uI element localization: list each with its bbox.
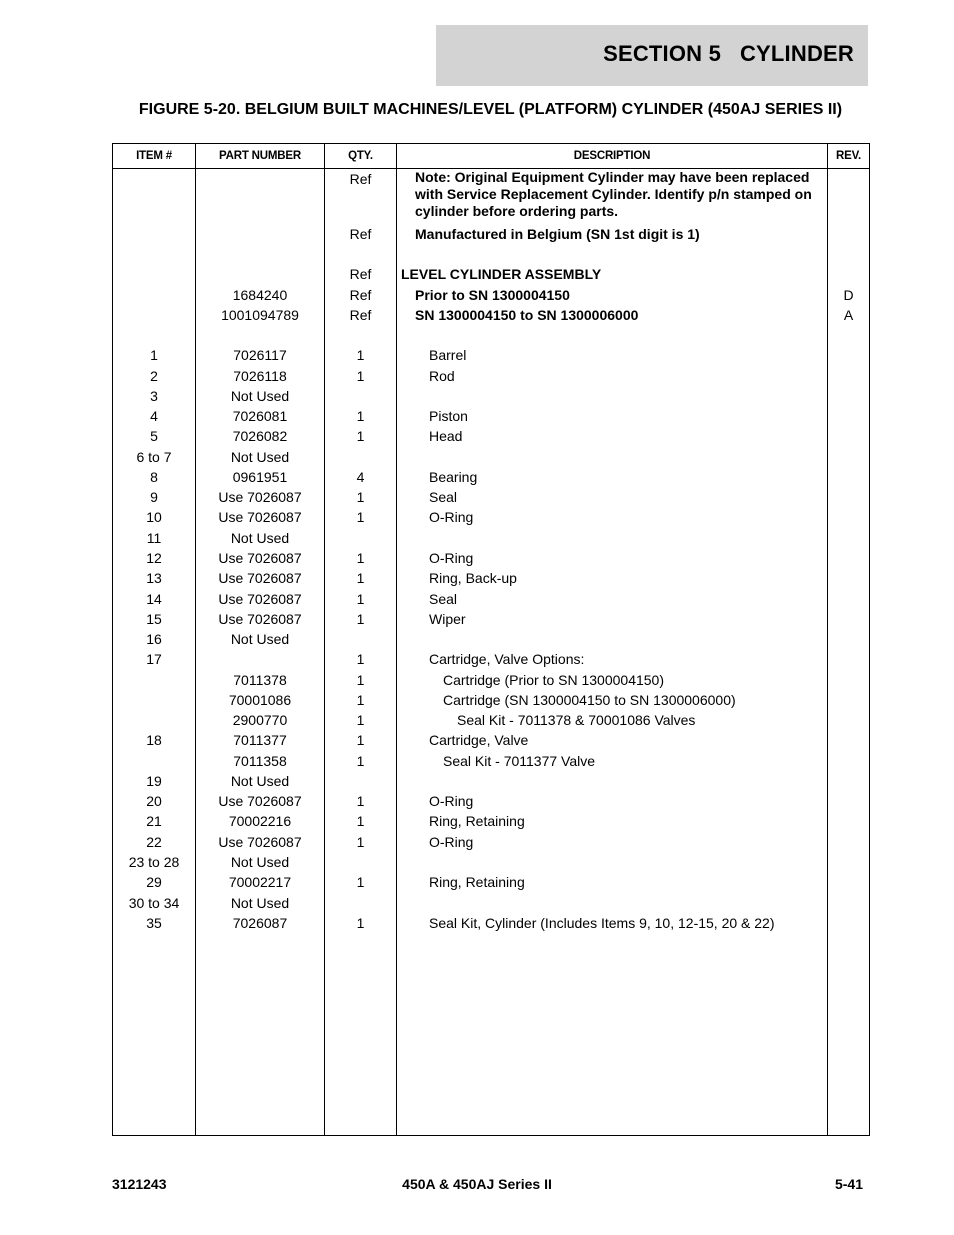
cell-part: 1001094789 xyxy=(221,307,299,323)
cell-part: Use 7026087 xyxy=(218,570,302,586)
cell-item: 11 xyxy=(146,530,162,546)
figure-title: FIGURE 5-20. BELGIUM BUILT MACHINES/LEVEL (PLATFORM) CYLINDER (450AJ SERIES II) xyxy=(138,101,843,118)
table-row xyxy=(113,670,869,690)
cell-part: 7011358 xyxy=(233,753,287,769)
cell-item: 1 xyxy=(150,347,158,363)
table-row xyxy=(113,771,869,791)
table-row xyxy=(113,710,869,730)
table-row xyxy=(113,893,869,913)
cell-part: Not Used xyxy=(230,895,290,911)
cell-item: 30 to 34 xyxy=(128,895,180,911)
table-row xyxy=(113,345,869,365)
table-row xyxy=(113,487,869,507)
cell-item: 13 xyxy=(146,570,162,586)
cell-item: 29 xyxy=(146,874,162,890)
cell-qty: 1 xyxy=(356,672,365,688)
cell-item: 6 to 7 xyxy=(136,449,172,465)
table-row xyxy=(113,568,869,588)
cell-item: 15 xyxy=(146,611,162,627)
cell-item: 5 xyxy=(150,428,158,444)
cell-desc: Piston xyxy=(429,408,468,424)
cell-part: 7026117 xyxy=(233,347,287,363)
table-row xyxy=(113,224,869,244)
cell-item: 16 xyxy=(146,631,162,647)
cell-item: 19 xyxy=(146,773,162,789)
cell-desc: Prior to SN 1300004150 xyxy=(415,287,570,303)
cell-desc: Seal Kit, Cylinder (Includes Items 9, 10, 12-15, 20 & 22) xyxy=(429,915,775,931)
cell-part: Use 7026087 xyxy=(218,591,302,607)
table-row xyxy=(113,690,869,710)
cell-qty: 4 xyxy=(356,469,365,485)
cell-part: 70001086 xyxy=(228,692,292,708)
cell-qty: 1 xyxy=(356,611,365,627)
cell-part: Use 7026087 xyxy=(218,550,302,566)
cell-item: 17 xyxy=(146,651,162,667)
cell-desc: Barrel xyxy=(429,347,467,363)
table-row xyxy=(113,872,869,892)
table-row xyxy=(113,548,869,568)
cell-desc: Cartridge, Valve xyxy=(429,732,529,748)
cell-rev: D xyxy=(843,287,854,303)
cell-desc: Ring, Retaining xyxy=(429,874,525,890)
table-row xyxy=(113,169,869,219)
cell-qty: 1 xyxy=(356,692,365,708)
cell-desc: Cartridge, Valve Options: xyxy=(429,651,585,667)
cell-desc: O-Ring xyxy=(429,793,474,809)
cell-qty: 1 xyxy=(356,813,365,829)
cell-desc: Manufactured in Belgium (SN 1st digit is 1) xyxy=(415,226,700,242)
cell-desc: Cartridge (Prior to SN 1300004150) xyxy=(443,672,665,688)
cell-desc: Head xyxy=(429,428,463,444)
section-banner xyxy=(436,25,868,86)
table-row xyxy=(113,406,869,426)
cell-desc: Seal Kit - 7011378 & 70001086 Valves xyxy=(457,712,696,728)
table-row xyxy=(113,832,869,852)
table-row xyxy=(113,305,869,325)
cell-part: 0961951 xyxy=(232,469,288,485)
page-number: 5-41 xyxy=(834,1176,863,1192)
cell-item: 20 xyxy=(146,793,162,809)
cell-item: 3 xyxy=(150,388,158,404)
table-row xyxy=(113,507,869,527)
table-row xyxy=(113,811,869,831)
cell-part: 7026118 xyxy=(233,368,287,384)
cell-qty: 1 xyxy=(356,408,365,424)
table-row xyxy=(113,913,869,933)
cell-qty: Ref xyxy=(349,171,372,187)
table-row xyxy=(113,852,869,872)
cell-desc: Bearing xyxy=(429,469,478,485)
cell-qty: 1 xyxy=(356,509,365,525)
table-row xyxy=(113,447,869,467)
cell-item: 4 xyxy=(150,408,158,424)
cell-qty: Ref xyxy=(349,266,372,282)
cell-part: 70002217 xyxy=(228,874,292,890)
cell-part: Not Used xyxy=(230,530,290,546)
column-header-qty: QTY. xyxy=(348,150,373,162)
parts-table xyxy=(112,143,870,1136)
cell-qty: 1 xyxy=(356,368,365,384)
cell-desc: Seal Kit - 7011377 Valve xyxy=(443,753,596,769)
model-name: 450A & 450AJ Series II xyxy=(402,1176,552,1192)
cell-part: Use 7026087 xyxy=(218,509,302,525)
cell-desc: Ring, Back-up xyxy=(429,570,517,586)
cell-qty: 1 xyxy=(356,712,365,728)
cell-item: 35 xyxy=(146,915,162,931)
cell-part: 2900770 xyxy=(232,712,288,728)
doc-number: 3121243 xyxy=(112,1176,167,1192)
cell-part: Use 7026087 xyxy=(218,611,302,627)
cell-part: Not Used xyxy=(230,773,290,789)
cell-qty: 1 xyxy=(356,732,365,748)
table-row xyxy=(113,649,869,669)
column-header-part-number: PART NUMBER xyxy=(219,150,301,162)
cell-qty: Ref xyxy=(349,226,372,242)
cell-qty: 1 xyxy=(356,753,365,769)
cell-part: Not Used xyxy=(230,854,290,870)
cell-qty: 1 xyxy=(356,550,365,566)
cell-item: 21 xyxy=(146,813,162,829)
cell-part: Use 7026087 xyxy=(218,489,302,505)
cell-part: 1684240 xyxy=(232,287,288,303)
section-title: SECTION 5 CYLINDER xyxy=(603,41,854,66)
column-header-rev: REV. xyxy=(836,150,861,162)
cell-item: 10 xyxy=(146,509,162,525)
cell-desc: Seal xyxy=(429,489,458,505)
cell-item: 14 xyxy=(146,591,162,607)
table-row xyxy=(113,285,869,305)
cell-item: 2 xyxy=(150,368,158,384)
cell-desc: Note: Original Equipment Cylinder may have been replaced with Service Replacement Cylinder. Identify p/n stamped on cylinder before ordering parts. xyxy=(415,169,812,219)
cell-item: 8 xyxy=(150,469,158,485)
cell-part: Not Used xyxy=(230,449,290,465)
cell-desc: Ring, Retaining xyxy=(429,813,525,829)
cell-qty: 1 xyxy=(356,834,365,850)
table-row xyxy=(113,589,869,609)
cell-desc: O-Ring xyxy=(429,834,474,850)
table-row xyxy=(113,467,869,487)
cell-qty: 1 xyxy=(356,915,365,931)
cell-qty: 1 xyxy=(356,874,365,890)
cell-item: 9 xyxy=(150,489,158,505)
cell-part: Use 7026087 xyxy=(218,793,302,809)
table-row xyxy=(113,730,869,750)
table-row xyxy=(113,791,869,811)
cell-desc: LEVEL CYLINDER ASSEMBLY xyxy=(401,266,602,282)
table-row xyxy=(113,751,869,771)
cell-desc: Wiper xyxy=(429,611,466,627)
cell-desc: Cartridge (SN 1300004150 to SN 1300006000) xyxy=(443,692,736,708)
cell-qty: 1 xyxy=(356,570,365,586)
cell-part: 7026082 xyxy=(232,428,288,444)
cell-qty: 1 xyxy=(356,347,365,363)
column-header-description: DESCRIPTION xyxy=(573,150,651,162)
cell-part: 7026087 xyxy=(232,915,288,931)
cell-desc: Seal xyxy=(429,591,458,607)
table-row xyxy=(113,366,869,386)
cell-desc: Rod xyxy=(429,368,455,384)
table-row xyxy=(113,609,869,629)
cell-qty: 1 xyxy=(356,793,365,809)
cell-item: 22 xyxy=(146,834,162,850)
table-row xyxy=(113,528,869,548)
cell-part: Use 7026087 xyxy=(218,834,302,850)
cell-item: 12 xyxy=(146,550,162,566)
cell-part: Not Used xyxy=(230,388,290,404)
cell-part: Not Used xyxy=(230,631,290,647)
cell-qty: Ref xyxy=(349,287,372,303)
cell-qty: Ref xyxy=(349,307,372,323)
cell-part: 7011377 xyxy=(233,732,287,748)
cell-qty: 1 xyxy=(356,428,365,444)
cell-desc: O-Ring xyxy=(429,509,474,525)
cell-desc: O-Ring xyxy=(429,550,474,566)
table-row xyxy=(113,386,869,406)
table-row xyxy=(113,264,869,284)
cell-qty: 1 xyxy=(356,591,365,607)
cell-part: 7026081 xyxy=(232,408,288,424)
column-header-item: ITEM # xyxy=(136,150,172,162)
cell-rev: A xyxy=(843,307,854,323)
cell-part: 70002216 xyxy=(228,813,292,829)
table-row xyxy=(113,629,869,649)
cell-part: 7011378 xyxy=(233,672,287,688)
cell-item: 23 to 28 xyxy=(128,854,180,870)
cell-qty: 1 xyxy=(356,489,365,505)
cell-desc: SN 1300004150 to SN 1300006000 xyxy=(415,307,639,323)
cell-qty: 1 xyxy=(356,651,365,667)
cell-item: 18 xyxy=(146,732,162,748)
table-row xyxy=(113,426,869,446)
